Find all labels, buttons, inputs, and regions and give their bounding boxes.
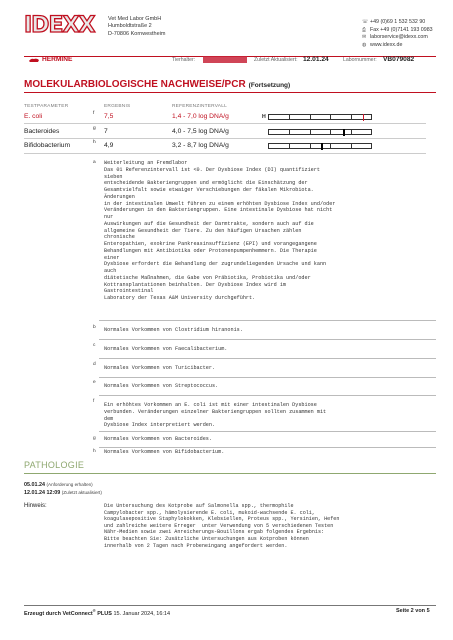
note-e-text: Normales Vorkommen von Streptococcus. — [104, 383, 219, 389]
row-divider — [24, 138, 426, 139]
range-bar-marker — [363, 114, 365, 121]
col-header-test: TESTPARAMETER — [24, 104, 69, 109]
row-ecoli-high-flag: H — [262, 114, 266, 120]
range-bar-tick — [310, 115, 311, 119]
row-ecoli-value: 7,5 — [104, 113, 114, 120]
lab-number-label: Labornummer: — [343, 57, 377, 63]
contact-block — [362, 19, 433, 49]
footer-date: 15. Januar 2024, 16:14 — [113, 610, 171, 617]
row-bifido-name: Bifidobacterium — [24, 142, 71, 149]
note-divider — [99, 320, 436, 321]
pathologie-date-updated-note: (Zuletzt aktualisiert) — [61, 490, 102, 495]
range-bar-tick — [330, 115, 331, 119]
range-bar-tick — [310, 144, 311, 148]
note-a-text: Weiterleitung an Fremdlabor Das 01 Referenzintervall ist <0. Der Dysbiose Index (DI) quantifiziert sieben entscheidende Bakteriengruppen und ermöglicht die Einschätzung der Gesamtvielfalt sowie etwaiger Verschiebungen der fäkalen Mikrobiota. Änderungen in der intestinalen Umwelt führen zu einem erhöhten Dysbiose Index und/oder Veränderungen in den Bakteriengruppen. Eine intestinale Dysbiose hat nicht nur Auswirkungen auf die Gesundheit der Darmtrakte, sondern auch auf die allgemeine Gesundheit der Tiere. Zu den häufigen Ursachen zählen chronische Enteropathien, exokrine Pankreasinsuffizienz (EPI) und vorangegangene Behandlungen mit Antibiotika oder Protonenpumpenhemmern. Die Therapie einer Dysbiose erfordert die Behandlung der zugrundeliegenden Ursache und kann auch diätetische Maßnahmen, die Gabe von Präbiotika, Probiotika und/oder Kottransplantationen beinhalten. Der Dysbiose Index wird im Gastrointestinal Laboratory der Texas A&M University durchgeführt. — [104, 160, 336, 301]
range-bar-tick — [289, 115, 290, 119]
idexx-logo: IDEXX — [24, 13, 95, 38]
lab-address — [108, 16, 165, 38]
range-bar-marker — [321, 143, 323, 150]
pet-icon — [28, 57, 40, 63]
globe-icon: ◍ — [362, 41, 367, 48]
footer-plus: PLUS — [97, 610, 112, 617]
patient-name: HERMINE — [42, 56, 73, 63]
range-bar-tick — [310, 130, 311, 134]
note-d-text: Normales Vorkommen von Turicibacter. — [104, 365, 216, 371]
range-bar-tick — [330, 130, 331, 134]
row-bacteroides-footnote[interactable]: g — [93, 126, 96, 131]
contact-web[interactable]: ◍ www.idexx.de — [362, 41, 403, 48]
range-bar-tick — [289, 130, 290, 134]
lab-city: D-70806 Kornwestheim — [108, 30, 166, 37]
section-divider — [24, 92, 436, 93]
note-divider — [99, 358, 436, 359]
range-bar-tick — [330, 144, 331, 148]
pathologie-date-received-note: (Anforderung erhalten) — [46, 482, 93, 487]
updated-label: Zuletzt Aktualisiert: — [254, 57, 298, 63]
updated-value: 12.01.24 — [303, 56, 329, 63]
note-h-text: Normales Vorkommen von Bifidobacterium. — [104, 449, 225, 455]
note-label-h: h — [93, 449, 96, 454]
lab-name: Vet Med Labor GmbH — [108, 16, 162, 22]
note-divider — [99, 395, 436, 396]
note-c-text: Normales Vorkommen von Faecalibacterium. — [104, 346, 228, 352]
note-label-c: c — [93, 343, 96, 348]
lab-street: Humboldtstraße 2 — [108, 23, 152, 30]
range-bar-marker — [343, 129, 345, 136]
row-bifido-range-bar — [268, 143, 372, 149]
pathologie-title: PATHOLOGIE — [24, 460, 85, 470]
note-divider — [99, 447, 436, 448]
hinweis-text: Die Untersuchung des Kotprobe auf Salmonella spp., thermophile Campylobacter spp., hämolysierende E. coli, mukoid-wachsende E. coli, koagulasepositive Staphylokokken, Klebsiellen, Proteus spp., Yersinien, Hefen und zahlreiche weitere Erreger unter Verwendung von 5 verschiedenen Testen Nähr-Medien sowie zwei Anreicherungs-Bouillons ergab folgendes Ergebnis: Bitte beachten Sie: Zusätzliche Untersuchungen aus Kotproben können innerhalb von 2 Tagen nach Probeneingang angefordert werden. — [104, 503, 340, 549]
col-header-ref: REFERENZINTERVALL — [172, 104, 227, 109]
row-bifido-ref: 3,2 - 8,7 log DNA/g — [172, 142, 229, 149]
pathologie-divider — [24, 473, 436, 474]
row-bifido-value: 4,9 — [104, 142, 114, 149]
note-label-d: d — [93, 362, 96, 367]
row-divider — [24, 153, 426, 154]
row-bacteroides-value: 7 — [104, 128, 108, 135]
note-label-a: a — [93, 160, 96, 165]
note-divider — [99, 431, 436, 432]
note-divider — [99, 339, 436, 340]
note-divider — [99, 377, 436, 378]
footer-divider — [24, 605, 436, 606]
row-bacteroides-ref: 4,0 - 7,5 log DNA/g — [172, 128, 229, 135]
range-bar-tick — [351, 144, 352, 148]
note-b-text: Normales Vorkommen von Clostridium hiranonis. — [104, 327, 243, 333]
pathologie-date-received: 05.01.24 — [24, 482, 45, 488]
phone-icon: ☏ — [362, 19, 369, 25]
row-ecoli-range-bar — [268, 114, 372, 120]
range-bar-tick — [289, 144, 290, 148]
note-label-e: e — [93, 380, 96, 385]
lab-number-value: VB079082 — [383, 56, 415, 63]
note-label-g: g — [93, 436, 96, 441]
range-bar-tick — [351, 115, 352, 119]
fax-icon: ⎙ — [362, 26, 367, 33]
note-label-b: b — [93, 325, 96, 330]
range-bar-tick — [351, 130, 352, 134]
pathologie-date-updated: 12.01.24 12:09 — [24, 490, 61, 496]
contact-phone: ☏ +49 (0)69 1 532 532 90 — [362, 19, 426, 25]
row-ecoli-ref: 1,4 - 7,0 log DNA/g — [172, 113, 229, 120]
footer-reg-mark: ® — [92, 608, 96, 613]
section-subtitle: (Fortsetzung) — [248, 82, 291, 89]
row-bacteroides-name: Bacteroides — [24, 128, 60, 135]
col-header-result: ERGEBNIS — [104, 104, 131, 109]
note-g-text: Normales Vorkommen von Bacteroides. — [104, 436, 212, 442]
email-icon: ✉ — [362, 34, 367, 41]
hinweis-label: Hinweis: — [24, 503, 47, 509]
footer-page-number: Seite 2 von 5 — [396, 608, 430, 614]
row-divider — [24, 123, 426, 124]
footer-generated: Erzeugt durch VetConnect® PLUS 15. Januar 2024, 16:14 — [24, 608, 171, 617]
row-bacteroides-range-bar — [268, 129, 372, 135]
note-f-text: Ein erhöhtes Vorkommen an E. coli ist mit einer intestinalen Dysbiose verbunden. Veränderungen einzelner Bakteriengruppen sollten zusammen mit dem Dysbiose Index interpretiert werden. — [104, 402, 327, 429]
owner-redacted — [203, 56, 247, 63]
pathologie-dates — [24, 481, 102, 497]
contact-email[interactable]: ✉ laborservice@idexx.com — [362, 34, 428, 41]
section-title: MOLEKULARBIOLOGISCHE NACHWEISE/PCR (Fortsetzung) — [24, 79, 291, 90]
row-bifido-footnote[interactable]: h — [93, 140, 96, 145]
row-ecoli-name: E. coli — [24, 113, 43, 120]
row-ecoli-footnote[interactable]: f — [93, 111, 95, 116]
note-label-f: f — [93, 399, 95, 404]
contact-fax: ⎙ Fax +49 (0)7141 193 0983 — [362, 26, 433, 33]
owner-label: Tierhalter: — [172, 57, 196, 63]
